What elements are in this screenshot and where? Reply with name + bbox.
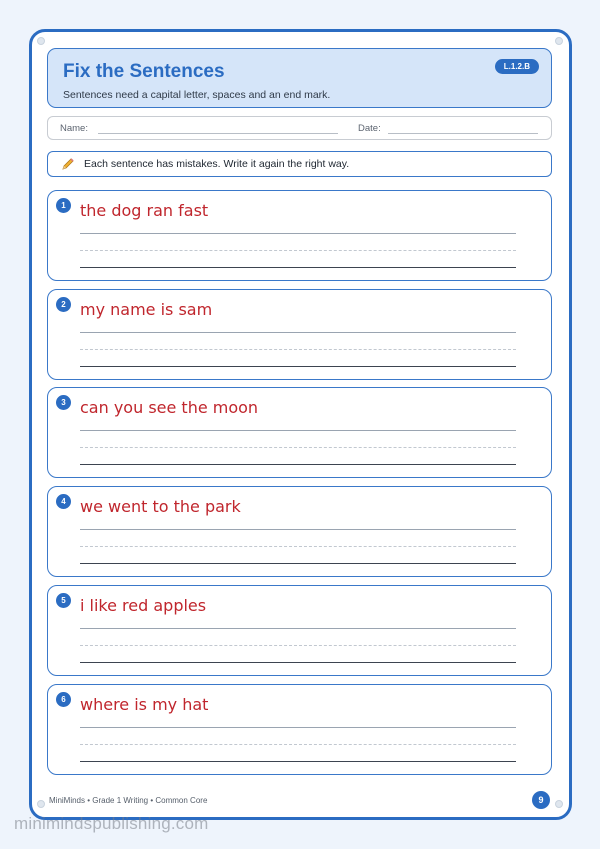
page-subtitle: Sentences need a capital letter, spaces and an end mark.: [63, 89, 331, 101]
item-number: 1: [56, 198, 71, 213]
sentence-item: [47, 289, 552, 380]
incorrect-sentence: my name is sam: [80, 300, 213, 319]
watermark: minimindspublishing.com: [14, 814, 209, 833]
writing-line-base: [80, 267, 516, 268]
item-number: 3: [56, 395, 71, 410]
writing-line-top[interactable]: [80, 628, 516, 629]
writing-line-top[interactable]: [80, 529, 516, 530]
incorrect-sentence: where is my hat: [80, 695, 209, 714]
instructions-text: Each sentence has mistakes. Write it again the right way.: [84, 158, 350, 170]
incorrect-sentence: the dog ran fast: [80, 201, 209, 220]
pencil-icon: [61, 157, 75, 171]
page-number-badge: 9: [532, 791, 550, 809]
name-date-bar: [47, 116, 552, 140]
sentence-item: [47, 486, 552, 577]
writing-line-mid: [80, 744, 516, 745]
writing-line-top[interactable]: [80, 727, 516, 728]
date-field[interactable]: [388, 133, 538, 134]
writing-line-base: [80, 366, 516, 367]
page-title: Fix the Sentences: [63, 61, 225, 82]
writing-line-mid: [80, 546, 516, 547]
incorrect-sentence: we went to the park: [80, 497, 241, 516]
writing-line-top[interactable]: [80, 332, 516, 333]
footer-text: MiniMinds • Grade 1 Writing • Common Core: [49, 796, 208, 805]
sentence-item: [47, 684, 552, 775]
writing-line-base: [80, 563, 516, 564]
sentence-item: [47, 190, 552, 281]
writing-line-mid: [80, 645, 516, 646]
writing-line-base: [80, 464, 516, 465]
writing-line-top[interactable]: [80, 233, 516, 234]
writing-line-mid: [80, 250, 516, 251]
worksheet-header: [47, 48, 552, 108]
writing-line-mid: [80, 349, 516, 350]
writing-line-mid: [80, 447, 516, 448]
item-number: 6: [56, 692, 71, 707]
item-number: 2: [56, 297, 71, 312]
item-number: 5: [56, 593, 71, 608]
sentence-item: [47, 387, 552, 478]
name-field[interactable]: [98, 133, 338, 134]
name-label: Name:: [60, 123, 88, 134]
standard-badge: L.1.2.B: [495, 59, 539, 74]
corner-dot: [555, 37, 563, 45]
writing-line-base: [80, 761, 516, 762]
instructions-box: [47, 151, 552, 177]
date-label: Date:: [358, 123, 381, 134]
writing-line-base: [80, 662, 516, 663]
incorrect-sentence: can you see the moon: [80, 398, 259, 417]
corner-dot: [37, 800, 45, 808]
incorrect-sentence: i like red apples: [80, 596, 207, 615]
corner-dot: [37, 37, 45, 45]
writing-line-top[interactable]: [80, 430, 516, 431]
sentence-item: [47, 585, 552, 676]
corner-dot: [555, 800, 563, 808]
item-number: 4: [56, 494, 71, 509]
